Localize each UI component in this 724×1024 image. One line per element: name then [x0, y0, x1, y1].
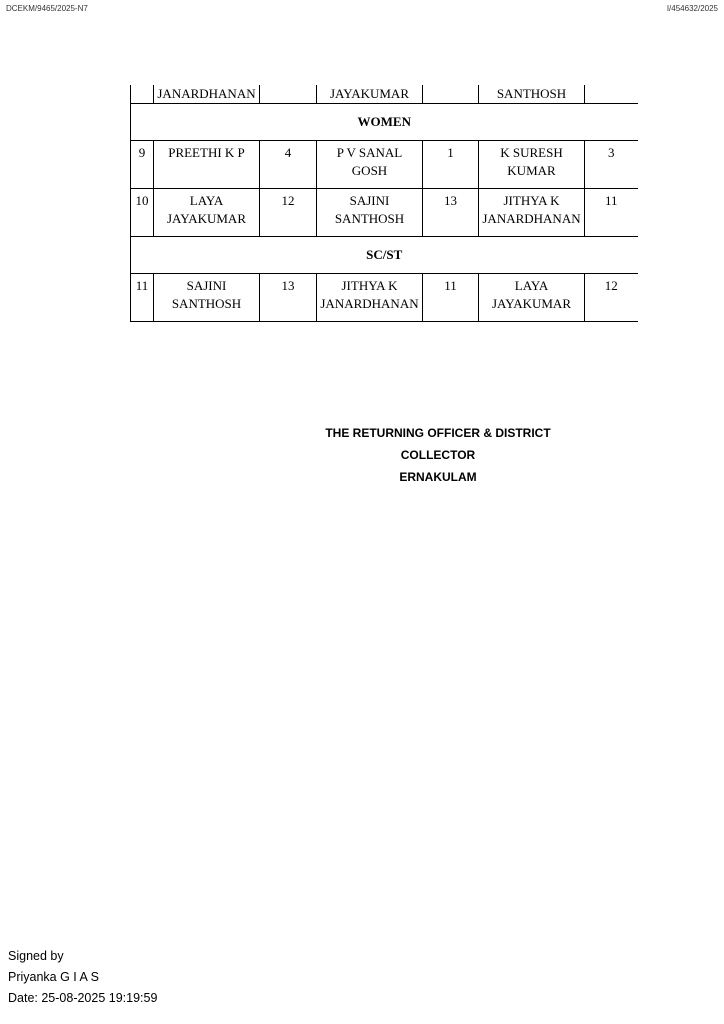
section-title-scst: SC/ST: [131, 237, 638, 274]
table-cell: LAYA JAYAKUMAR: [479, 274, 585, 322]
table-cell: [585, 85, 638, 104]
file-number: I/454632/2025: [666, 4, 718, 13]
table-cell: JAYAKUMAR: [317, 85, 423, 104]
table-cell: JANARDHANAN: [154, 85, 260, 104]
table-cell: P V SANAL GOSH: [317, 141, 423, 189]
table-cell: 11: [131, 274, 154, 322]
table-cell: 11: [423, 274, 479, 322]
signed-by-label: Signed by: [8, 949, 64, 963]
table-cell: 10: [131, 189, 154, 237]
signature-date: Date: 25-08-2025 19:19:59: [8, 991, 158, 1005]
officer-title: THE RETURNING OFFICER & DISTRICT COLLECTOR: [325, 426, 551, 462]
signer-name: Priyanka G I A S: [8, 970, 100, 984]
table-cell: K SURESH KUMAR: [479, 141, 585, 189]
table-row: [131, 189, 638, 237]
digital-signature-info: [8, 946, 157, 1009]
table-cell: 12: [260, 189, 317, 237]
table-cell: 3: [585, 141, 638, 189]
table-row: [131, 274, 638, 322]
table-cell: SAJINI SANTHOSH: [317, 189, 423, 237]
table-cell: [260, 85, 317, 104]
table-row: [131, 85, 638, 104]
table-cell: 9: [131, 141, 154, 189]
table-cell: SAJINI SANTHOSH: [154, 274, 260, 322]
table-cell: JITHYA K JANARDHANAN: [317, 274, 423, 322]
table-cell: LAYA JAYAKUMAR: [154, 189, 260, 237]
table-row: [131, 141, 638, 189]
table-cell: [131, 85, 154, 104]
table-cell: 13: [260, 274, 317, 322]
document-reference: DCEKM/9465/2025-N7: [6, 4, 88, 13]
table-cell: [423, 85, 479, 104]
table-cell: JITHYA K JANARDHANAN: [479, 189, 585, 237]
officer-location: ERNAKULAM: [399, 470, 477, 484]
table-cell: 13: [423, 189, 479, 237]
section-header-row: [131, 104, 638, 141]
table-cell: 12: [585, 274, 638, 322]
section-title-women: WOMEN: [131, 104, 638, 141]
table-cell: PREETHI K P: [154, 141, 260, 189]
signature-block: [288, 422, 588, 488]
table-cell: 1: [423, 141, 479, 189]
section-header-row: [131, 237, 638, 274]
table-cell: 11: [585, 189, 638, 237]
table-cell: 4: [260, 141, 317, 189]
table-cell: SANTHOSH: [479, 85, 585, 104]
ward-allotment-table: [130, 85, 638, 322]
